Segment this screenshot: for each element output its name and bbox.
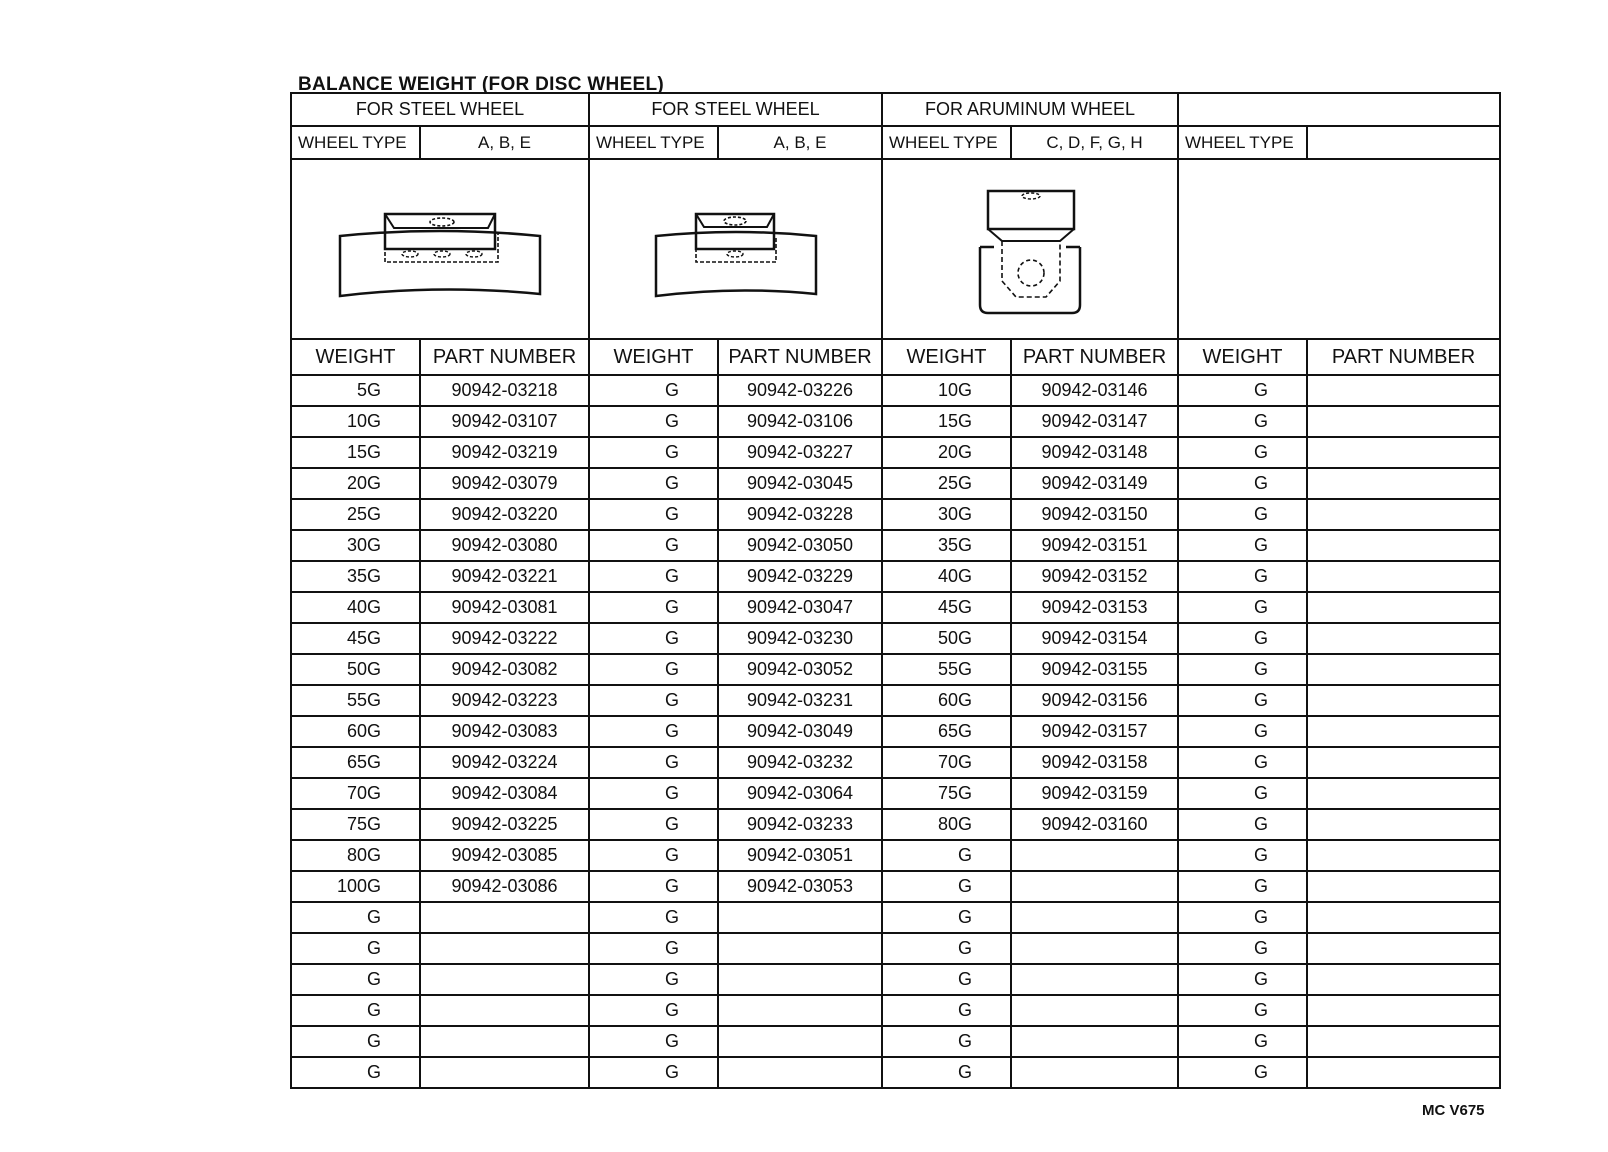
table-row bbox=[291, 561, 1500, 592]
table-row bbox=[291, 437, 1500, 468]
section-heading-aluminum: FOR ARUMINUM WHEEL bbox=[882, 93, 1178, 126]
part-number-cell bbox=[1307, 747, 1500, 778]
blank-figure bbox=[1178, 159, 1500, 339]
weight-cell: 65G bbox=[882, 716, 1011, 747]
table-row bbox=[291, 964, 1500, 995]
part-number-cell bbox=[1307, 871, 1500, 902]
part-number-cell: 90942-03160 bbox=[1011, 809, 1178, 840]
weight-cell: G bbox=[589, 654, 718, 685]
part-number-cell: 90942-03051 bbox=[718, 840, 882, 871]
weight-cell: G bbox=[589, 406, 718, 437]
table-row bbox=[291, 406, 1500, 437]
weight-cell: 20G bbox=[882, 437, 1011, 468]
figure-row bbox=[291, 159, 1500, 339]
weight-cell: 15G bbox=[882, 406, 1011, 437]
part-number-cell: 90942-03047 bbox=[718, 592, 882, 623]
part-number-header: PART NUMBER bbox=[1307, 339, 1500, 375]
weight-cell: G bbox=[882, 995, 1011, 1026]
weight-cell: G bbox=[1178, 561, 1307, 592]
weight-cell: G bbox=[589, 995, 718, 1026]
weight-cell: 30G bbox=[882, 499, 1011, 530]
weight-header: WEIGHT bbox=[291, 339, 420, 375]
weight-cell: G bbox=[589, 1026, 718, 1057]
part-number-cell: 90942-03223 bbox=[420, 685, 589, 716]
part-number-cell bbox=[1011, 871, 1178, 902]
part-number-cell: 90942-03050 bbox=[718, 530, 882, 561]
weight-cell: G bbox=[291, 1057, 420, 1088]
weight-cell: 55G bbox=[291, 685, 420, 716]
steel-clip-weight-small-diagram bbox=[646, 194, 826, 304]
table-row bbox=[291, 375, 1500, 406]
wheel-type-value: A, B, E bbox=[718, 126, 882, 159]
part-number-cell: 90942-03153 bbox=[1011, 592, 1178, 623]
part-number-cell: 90942-03064 bbox=[718, 778, 882, 809]
table-row bbox=[291, 747, 1500, 778]
part-number-cell bbox=[1307, 995, 1500, 1026]
part-number-cell bbox=[1307, 685, 1500, 716]
weight-cell: G bbox=[882, 964, 1011, 995]
weight-header: WEIGHT bbox=[1178, 339, 1307, 375]
part-number-header: PART NUMBER bbox=[718, 339, 882, 375]
weight-cell: G bbox=[1178, 716, 1307, 747]
weight-cell: G bbox=[882, 902, 1011, 933]
weight-cell: G bbox=[1178, 840, 1307, 871]
table-row bbox=[291, 1057, 1500, 1088]
part-number-cell bbox=[1307, 623, 1500, 654]
weight-cell: 20G bbox=[291, 468, 420, 499]
weight-cell: G bbox=[291, 995, 420, 1026]
part-number-cell bbox=[1307, 499, 1500, 530]
weight-cell: 10G bbox=[882, 375, 1011, 406]
part-number-cell: 90942-03226 bbox=[718, 375, 882, 406]
part-number-cell bbox=[718, 1026, 882, 1057]
table-row bbox=[291, 778, 1500, 809]
weight-cell: G bbox=[589, 499, 718, 530]
table-row bbox=[291, 623, 1500, 654]
part-number-cell: 90942-03218 bbox=[420, 375, 589, 406]
wheel-type-label: WHEEL TYPE bbox=[589, 126, 718, 159]
part-number-cell bbox=[1307, 809, 1500, 840]
part-number-cell bbox=[1011, 840, 1178, 871]
part-number-cell: 90942-03159 bbox=[1011, 778, 1178, 809]
weight-header: WEIGHT bbox=[589, 339, 718, 375]
weight-cell: G bbox=[589, 964, 718, 995]
weight-cell: 10G bbox=[291, 406, 420, 437]
weight-cell: 60G bbox=[291, 716, 420, 747]
part-number-cell bbox=[718, 995, 882, 1026]
wheel-type-label: WHEEL TYPE bbox=[1178, 126, 1307, 159]
weight-cell: G bbox=[589, 561, 718, 592]
table-row bbox=[291, 499, 1500, 530]
weight-cell: G bbox=[1178, 499, 1307, 530]
part-number-cell bbox=[1011, 995, 1178, 1026]
part-number-cell bbox=[1307, 778, 1500, 809]
weight-cell: G bbox=[589, 716, 718, 747]
part-number-cell: 90942-03222 bbox=[420, 623, 589, 654]
weight-cell: G bbox=[882, 1057, 1011, 1088]
part-number-cell bbox=[1307, 375, 1500, 406]
weight-cell: G bbox=[1178, 871, 1307, 902]
section-heading-steel-1: FOR STEEL WHEEL bbox=[291, 93, 589, 126]
part-number-cell: 90942-03219 bbox=[420, 437, 589, 468]
weight-cell: G bbox=[1178, 437, 1307, 468]
weight-cell: 70G bbox=[291, 778, 420, 809]
table-row bbox=[291, 716, 1500, 747]
weight-cell: G bbox=[1178, 778, 1307, 809]
wheel-type-value: C, D, F, G, H bbox=[1011, 126, 1178, 159]
part-number-cell: 90942-03220 bbox=[420, 499, 589, 530]
part-number-cell bbox=[1307, 592, 1500, 623]
weight-cell: 80G bbox=[291, 840, 420, 871]
part-number-cell: 90942-03154 bbox=[1011, 623, 1178, 654]
part-number-cell bbox=[1011, 1057, 1178, 1088]
balance-weight-sheet bbox=[290, 92, 1499, 1099]
part-number-cell: 90942-03229 bbox=[718, 561, 882, 592]
part-number-cell: 90942-03080 bbox=[420, 530, 589, 561]
part-number-cell bbox=[718, 964, 882, 995]
weight-cell: G bbox=[882, 871, 1011, 902]
part-number-cell bbox=[1011, 902, 1178, 933]
part-number-cell bbox=[420, 902, 589, 933]
part-number-cell: 90942-03151 bbox=[1011, 530, 1178, 561]
weight-cell: G bbox=[1178, 592, 1307, 623]
weight-cell: G bbox=[1178, 530, 1307, 561]
weight-cell: G bbox=[291, 964, 420, 995]
weight-cell: G bbox=[589, 468, 718, 499]
part-number-cell: 90942-03106 bbox=[718, 406, 882, 437]
weight-cell: G bbox=[1178, 995, 1307, 1026]
weight-cell: G bbox=[589, 1057, 718, 1088]
balance-weight-table bbox=[290, 92, 1501, 1089]
weight-cell: 35G bbox=[882, 530, 1011, 561]
weight-cell: G bbox=[589, 437, 718, 468]
weight-cell: 65G bbox=[291, 747, 420, 778]
weight-cell: G bbox=[589, 809, 718, 840]
part-number-cell: 90942-03149 bbox=[1011, 468, 1178, 499]
weight-cell: 35G bbox=[291, 561, 420, 592]
weight-cell: G bbox=[589, 623, 718, 654]
part-number-cell bbox=[1011, 933, 1178, 964]
part-number-cell bbox=[1307, 1057, 1500, 1088]
weight-cell: G bbox=[1178, 685, 1307, 716]
part-number-cell bbox=[1307, 1026, 1500, 1057]
part-number-cell: 90942-03231 bbox=[718, 685, 882, 716]
part-number-cell: 90942-03224 bbox=[420, 747, 589, 778]
weight-cell: G bbox=[589, 933, 718, 964]
part-number-cell: 90942-03079 bbox=[420, 468, 589, 499]
table-row bbox=[291, 468, 1500, 499]
part-number-cell: 90942-03049 bbox=[718, 716, 882, 747]
part-number-cell: 90942-03148 bbox=[1011, 437, 1178, 468]
part-number-cell bbox=[1011, 964, 1178, 995]
weight-cell: G bbox=[589, 871, 718, 902]
part-number-cell bbox=[1307, 406, 1500, 437]
weight-cell: 45G bbox=[291, 623, 420, 654]
wheel-type-label: WHEEL TYPE bbox=[882, 126, 1011, 159]
weight-cell: G bbox=[1178, 747, 1307, 778]
part-number-cell: 90942-03147 bbox=[1011, 406, 1178, 437]
part-number-cell: 90942-03146 bbox=[1011, 375, 1178, 406]
part-number-cell: 90942-03150 bbox=[1011, 499, 1178, 530]
table-row bbox=[291, 871, 1500, 902]
weight-cell: G bbox=[1178, 964, 1307, 995]
weight-cell: G bbox=[589, 375, 718, 406]
weight-cell: G bbox=[589, 530, 718, 561]
table-row bbox=[291, 902, 1500, 933]
part-number-cell: 90942-03107 bbox=[420, 406, 589, 437]
weight-cell: G bbox=[1178, 1057, 1307, 1088]
part-number-cell bbox=[1307, 654, 1500, 685]
weight-cell: G bbox=[1178, 623, 1307, 654]
part-number-cell bbox=[1307, 933, 1500, 964]
weight-cell: 75G bbox=[291, 809, 420, 840]
part-number-cell bbox=[1307, 964, 1500, 995]
drawing-code: MC V675 bbox=[1422, 1102, 1485, 1119]
steel-weight-figure-1 bbox=[291, 159, 589, 339]
weight-cell: 70G bbox=[882, 747, 1011, 778]
weight-cell: G bbox=[291, 902, 420, 933]
document-title: BALANCE WEIGHT (FOR DISC WHEEL) bbox=[298, 74, 665, 95]
weight-header: WEIGHT bbox=[882, 339, 1011, 375]
weight-cell: 60G bbox=[882, 685, 1011, 716]
part-number-cell bbox=[420, 995, 589, 1026]
weight-cell: 80G bbox=[882, 809, 1011, 840]
part-number-cell bbox=[420, 964, 589, 995]
part-number-cell: 90942-03152 bbox=[1011, 561, 1178, 592]
table-row bbox=[291, 809, 1500, 840]
part-number-header: PART NUMBER bbox=[1011, 339, 1178, 375]
weight-cell: G bbox=[1178, 902, 1307, 933]
weight-cell: G bbox=[1178, 406, 1307, 437]
weight-cell: G bbox=[589, 747, 718, 778]
part-number-cell bbox=[718, 933, 882, 964]
aluminum-weight-figure bbox=[882, 159, 1178, 339]
part-number-cell bbox=[1307, 840, 1500, 871]
weight-cell: G bbox=[291, 1026, 420, 1057]
aluminum-weight-diagram bbox=[960, 179, 1100, 319]
part-number-cell bbox=[1307, 437, 1500, 468]
weight-cell: 30G bbox=[291, 530, 420, 561]
part-number-cell: 90942-03227 bbox=[718, 437, 882, 468]
weight-cell: G bbox=[1178, 375, 1307, 406]
weight-cell: 15G bbox=[291, 437, 420, 468]
part-number-cell bbox=[1307, 530, 1500, 561]
table-row bbox=[291, 1026, 1500, 1057]
steel-clip-weight-diagram bbox=[330, 194, 550, 304]
part-number-cell: 90942-03052 bbox=[718, 654, 882, 685]
table-row bbox=[291, 654, 1500, 685]
part-number-cell: 90942-03232 bbox=[718, 747, 882, 778]
weight-cell: G bbox=[589, 778, 718, 809]
wheel-type-value: A, B, E bbox=[420, 126, 589, 159]
part-number-cell bbox=[420, 1026, 589, 1057]
part-number-header: PART NUMBER bbox=[420, 339, 589, 375]
weight-cell: 40G bbox=[291, 592, 420, 623]
part-number-cell: 90942-03221 bbox=[420, 561, 589, 592]
weight-cell: 50G bbox=[291, 654, 420, 685]
part-number-cell: 90942-03155 bbox=[1011, 654, 1178, 685]
table-row bbox=[291, 840, 1500, 871]
table-row bbox=[291, 530, 1500, 561]
weight-cell: G bbox=[1178, 654, 1307, 685]
part-number-cell bbox=[420, 1057, 589, 1088]
weight-cell: G bbox=[1178, 1026, 1307, 1057]
weight-cell: G bbox=[291, 933, 420, 964]
part-number-cell bbox=[1307, 902, 1500, 933]
part-number-cell: 90942-03045 bbox=[718, 468, 882, 499]
part-number-cell bbox=[1307, 561, 1500, 592]
part-number-cell bbox=[718, 902, 882, 933]
part-number-cell: 90942-03053 bbox=[718, 871, 882, 902]
section-heading-steel-2: FOR STEEL WHEEL bbox=[589, 93, 882, 126]
part-number-cell: 90942-03085 bbox=[420, 840, 589, 871]
part-number-cell: 90942-03086 bbox=[420, 871, 589, 902]
part-number-cell: 90942-03157 bbox=[1011, 716, 1178, 747]
weight-cell: G bbox=[882, 1026, 1011, 1057]
section-heading-blank bbox=[1178, 93, 1500, 126]
part-number-cell: 90942-03084 bbox=[420, 778, 589, 809]
part-number-cell: 90942-03081 bbox=[420, 592, 589, 623]
weight-cell: 40G bbox=[882, 561, 1011, 592]
weight-cell: 45G bbox=[882, 592, 1011, 623]
weight-cell: 75G bbox=[882, 778, 1011, 809]
weight-cell: G bbox=[589, 840, 718, 871]
part-number-cell bbox=[420, 933, 589, 964]
weight-cell: 5G bbox=[291, 375, 420, 406]
part-number-cell bbox=[718, 1057, 882, 1088]
part-number-cell: 90942-03230 bbox=[718, 623, 882, 654]
part-number-cell: 90942-03158 bbox=[1011, 747, 1178, 778]
part-number-cell: 90942-03083 bbox=[420, 716, 589, 747]
part-number-cell bbox=[1307, 468, 1500, 499]
table-row bbox=[291, 685, 1500, 716]
weight-cell: G bbox=[882, 840, 1011, 871]
weight-cell: G bbox=[882, 933, 1011, 964]
weight-cell: 25G bbox=[882, 468, 1011, 499]
weight-cell: G bbox=[589, 902, 718, 933]
weight-cell: G bbox=[1178, 933, 1307, 964]
weight-cell: 25G bbox=[291, 499, 420, 530]
part-number-cell: 90942-03082 bbox=[420, 654, 589, 685]
part-number-cell bbox=[1307, 716, 1500, 747]
weight-cell: 55G bbox=[882, 654, 1011, 685]
part-number-cell: 90942-03225 bbox=[420, 809, 589, 840]
part-number-cell: 90942-03233 bbox=[718, 809, 882, 840]
column-header-row bbox=[291, 339, 1500, 375]
weight-cell: G bbox=[1178, 809, 1307, 840]
table-row bbox=[291, 592, 1500, 623]
wheel-type-value bbox=[1307, 126, 1500, 159]
wheel-type-row bbox=[291, 126, 1500, 159]
wheel-type-label: WHEEL TYPE bbox=[291, 126, 420, 159]
weight-cell: G bbox=[1178, 468, 1307, 499]
weight-cell: G bbox=[589, 685, 718, 716]
part-number-cell: 90942-03156 bbox=[1011, 685, 1178, 716]
weight-cell: 100G bbox=[291, 871, 420, 902]
table-row bbox=[291, 995, 1500, 1026]
section-heading-row bbox=[291, 93, 1500, 126]
weight-cell: G bbox=[589, 592, 718, 623]
part-number-cell bbox=[1011, 1026, 1178, 1057]
weight-cell: 50G bbox=[882, 623, 1011, 654]
table-row bbox=[291, 933, 1500, 964]
part-number-cell: 90942-03228 bbox=[718, 499, 882, 530]
steel-weight-figure-2 bbox=[589, 159, 882, 339]
